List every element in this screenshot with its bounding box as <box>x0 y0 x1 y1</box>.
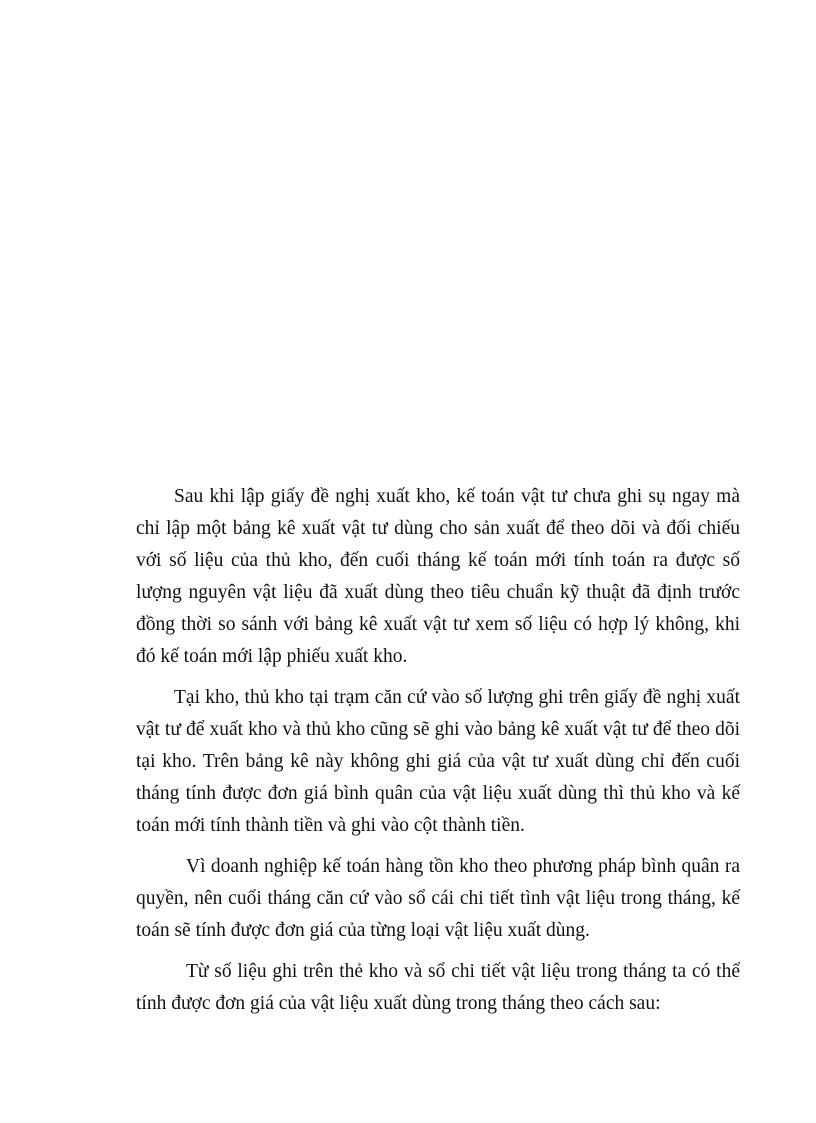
paragraph-unit-price-calculation: Từ số liệu ghi trên thẻ kho và sổ chi tiết vật liệu trong tháng ta có thể tính được đơn giá của vật liệu xuất dùng trong tháng theo cách sau: <box>136 961 740 1014</box>
paragraph-average-price-method: Vì doanh nghiệp kế toán hàng tồn kho theo phương pháp bình quân ra quyền, nên cuối tháng căn cứ vào sổ cái chi tiết tình vật liệu trong tháng, kế toán sẽ tính được đơn giá của từng loại vật liệu xuất dùng. <box>136 856 740 941</box>
paragraph-warehouse-procedure: Tại kho, thủ kho tại trạm căn cứ vào số lượng ghi trên giấy đề nghị xuất vật tư để xuất kho và thủ kho cũng sẽ ghi vào bảng kê xuất vật tư để theo dõi tại kho. Trên bảng kê này không ghi giá của vật tư xuất dùng chỉ đến cuối tháng tính được đơn giá bình quân của vật liệu xuất dùng thì thủ kho và kế toán mới tính thành tiền và ghi vào cột thành tiền. <box>136 687 740 836</box>
body-text <box>136 481 740 1029</box>
paragraph-export-list: Sau khi lập giấy đề nghị xuất kho, kế toán vật tư chưa ghi sụ ngay mà chỉ lập một bảng kê xuất vật tư dùng cho sản xuất để theo dõi và đối chiếu với số liệu của thủ kho, đến cuối tháng kế toán mới tính toán ra được số lượng nguyên vật liệu đã xuất dùng theo tiêu chuẩn kỹ thuật đã định trước đồng thời so sánh với bảng kê xuất vật tư xem số liệu có hợp lý không, khi đó kế toán mới lập phiếu xuất kho. <box>136 486 740 667</box>
